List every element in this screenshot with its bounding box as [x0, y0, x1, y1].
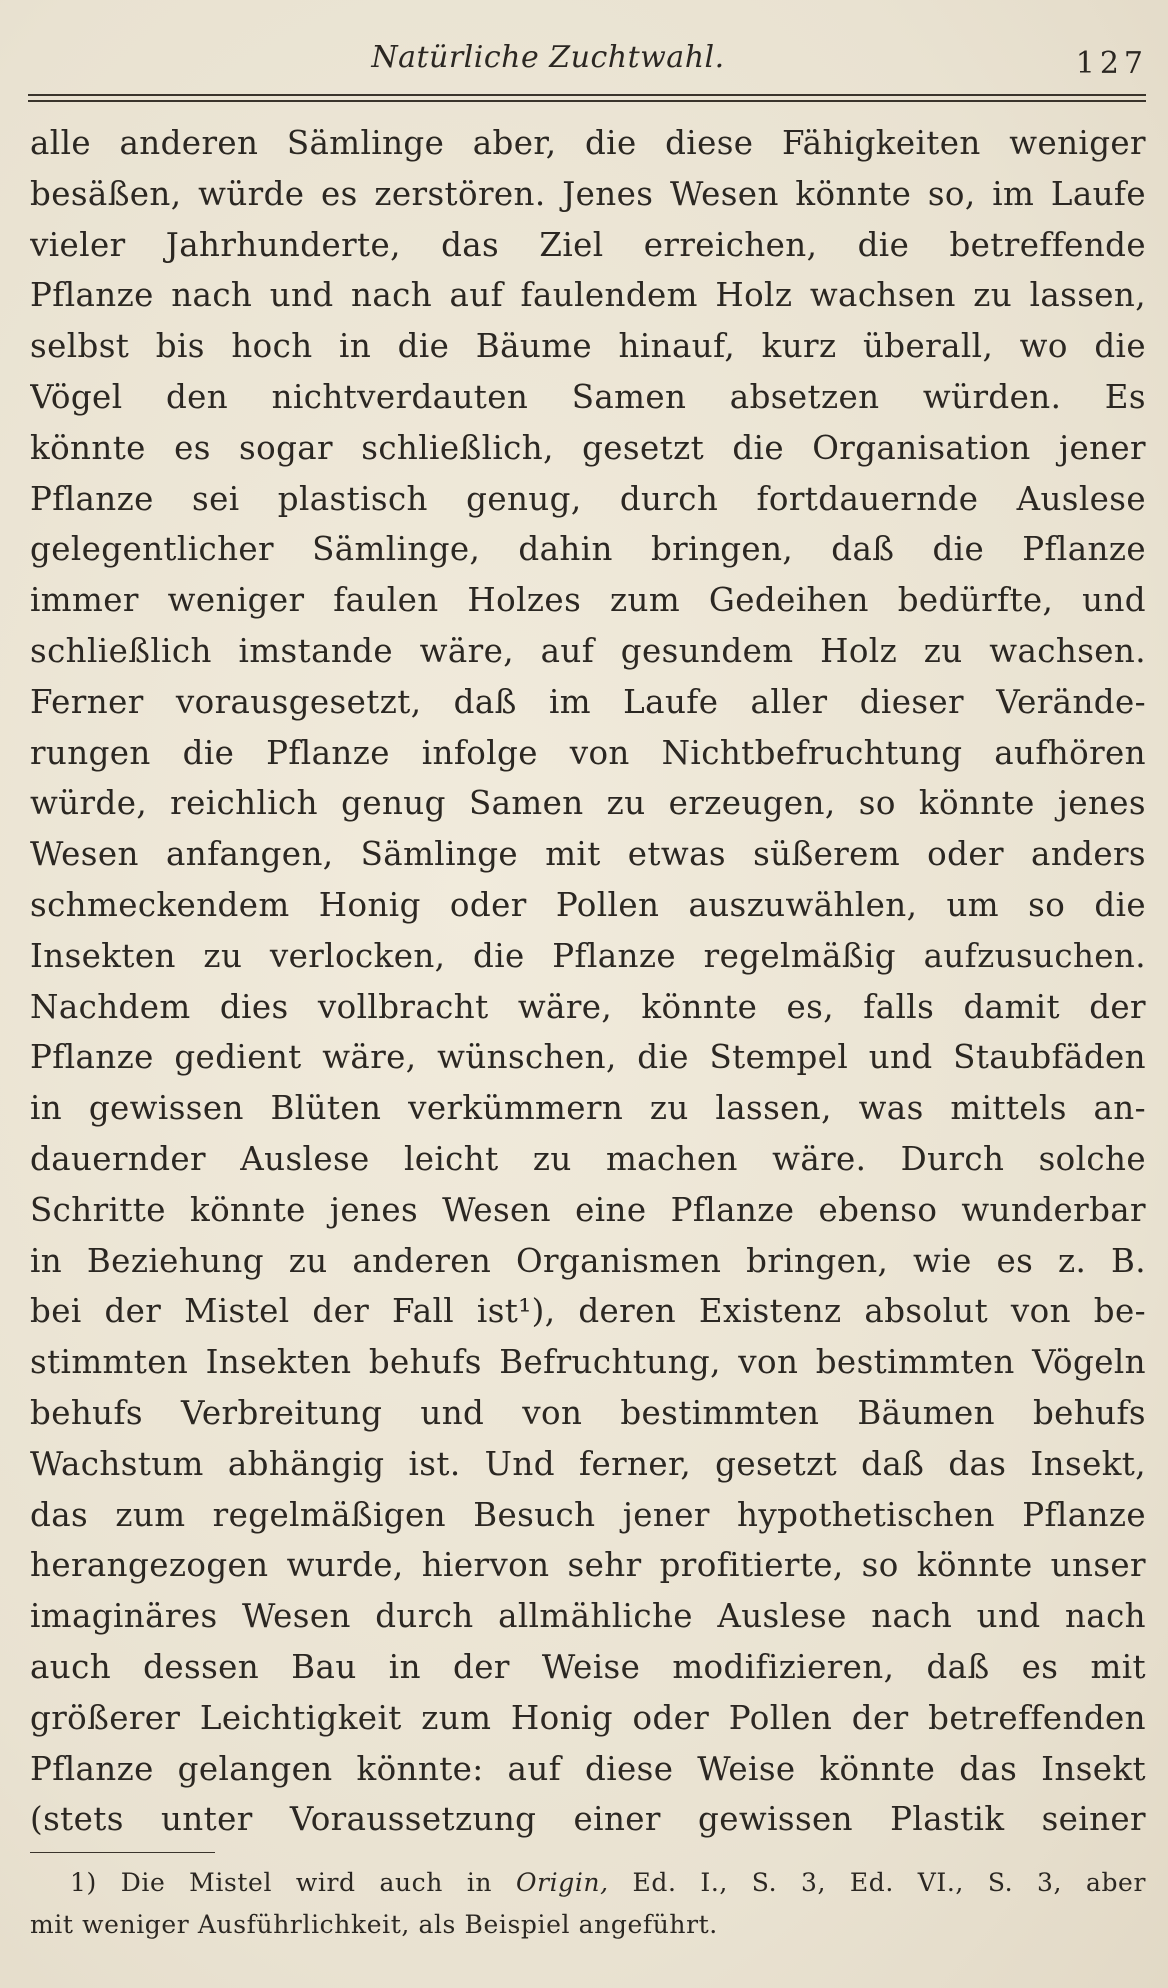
text-line: Pflanze sei plastisch genug, durch fortdauernde Auslese — [30, 479, 1146, 518]
text-line: könnte es sogar schließlich, gesetzt die Organisation jener — [30, 428, 1146, 467]
text-line: stimmten Insekten behufs Befruchtung, von bestimmten Vögeln — [30, 1343, 1146, 1382]
footnote-line-1 — [30, 1862, 1146, 1904]
text-line: herangezogen wurde, hiervon sehr profitierte, so könnte unser — [30, 1546, 1146, 1585]
text-line: besäßen, würde es zerstören. Jenes Wesen könnte so, im Laufe — [30, 174, 1146, 213]
footnote-rule — [30, 1852, 215, 1853]
text-line: Schritte könnte jenes Wesen eine Pflanze ebenso wunderbar — [30, 1190, 1146, 1229]
page-number: 127 — [1075, 46, 1148, 81]
header-rule-top — [28, 94, 1146, 96]
footnote-line-2: mit weniger Ausführlichkeit, als Beispiel angeführt. — [30, 1910, 718, 1939]
footnote-marker: 1) — [70, 1868, 97, 1897]
text-line: vieler Jahrhunderte, das Ziel erreichen, die betreffende — [30, 225, 1146, 264]
footnote-italic-title: Origin, — [515, 1868, 609, 1897]
text-line: selbst bis hoch in die Bäume hinauf, kurz überall, wo die — [30, 327, 1146, 366]
text-line: alle anderen Sämlinge aber, die diese Fähigkeiten weniger — [30, 124, 1146, 162]
body-text — [30, 118, 1146, 1845]
text-line: gelegentlicher Sämlinge, dahin bringen, daß die Pflanze — [30, 530, 1146, 569]
text-line: in Beziehung zu anderen Organismen bringen, wie es z. B. — [30, 1241, 1146, 1280]
footnote-text-after: Ed. I., S. 3, Ed. VI., S. 3, aber — [632, 1868, 1146, 1897]
header-rule-bottom — [28, 100, 1146, 102]
text-line: Ferner vorausgesetzt, daß im Laufe aller dieser Verände- — [30, 682, 1146, 721]
page-header — [28, 40, 1148, 80]
footnotes — [30, 1862, 1146, 1946]
text-line: auch dessen Bau in der Weise modifizieren, daß es mit — [30, 1647, 1146, 1686]
footnote-text-before: Die Mistel wird auch in — [120, 1868, 493, 1897]
text-line: Insekten zu verlocken, die Pflanze regelmäßig aufzusuchen. — [30, 936, 1146, 975]
text-line: größerer Leichtigkeit zum Honig oder Pollen der betreffenden — [30, 1698, 1146, 1737]
text-line: (stets unter Voraussetzung einer gewissen Plastik seiner — [30, 1800, 1146, 1839]
text-line: das zum regelmäßigen Besuch jener hypothetischen Pflanze — [30, 1495, 1146, 1534]
text-line: immer weniger faulen Holzes zum Gedeihen bedürfte, und — [30, 581, 1146, 620]
text-line: in gewissen Blüten verkümmern zu lassen, was mittels an- — [30, 1089, 1146, 1128]
text-line: Wachstum abhängig ist. Und ferner, gesetzt daß das Insekt, — [30, 1444, 1146, 1483]
running-title: Natürliche Zuchtwahl. — [371, 40, 725, 75]
text-line: Pflanze gedient wäre, wünschen, die Stempel und Staubfäden — [30, 1038, 1146, 1077]
text-line: Pflanze nach und nach auf faulendem Holz wachsen zu lassen, — [30, 276, 1146, 315]
text-line: schmeckendem Honig oder Pollen auszuwählen, um so die — [30, 885, 1146, 924]
text-line: schließlich imstande wäre, auf gesundem Holz zu wachsen. — [30, 631, 1146, 670]
text-line: bei der Mistel der Fall ist¹), deren Existenz absolut von be- — [30, 1292, 1146, 1331]
text-line: imaginäres Wesen durch allmähliche Auslese nach und nach — [30, 1597, 1146, 1636]
text-line: Nachdem dies vollbracht wäre, könnte es, falls damit der — [30, 987, 1146, 1026]
text-line: behufs Verbreitung und von bestimmten Bäumen behufs — [30, 1393, 1146, 1432]
text-line: rungen die Pflanze infolge von Nichtbefruchtung aufhören — [30, 733, 1146, 772]
text-line: Vögel den nichtverdauten Samen absetzen würden. Es — [30, 377, 1146, 416]
text-line: würde, reichlich genug Samen zu erzeugen, so könnte jenes — [30, 784, 1146, 823]
text-line: Wesen anfangen, Sämlinge mit etwas süßerem oder anders — [30, 835, 1146, 874]
text-line: dauernder Auslese leicht zu machen wäre. Durch solche — [30, 1139, 1146, 1178]
text-line: Pflanze gelangen könnte: auf diese Weise könnte das Insekt — [30, 1749, 1146, 1788]
